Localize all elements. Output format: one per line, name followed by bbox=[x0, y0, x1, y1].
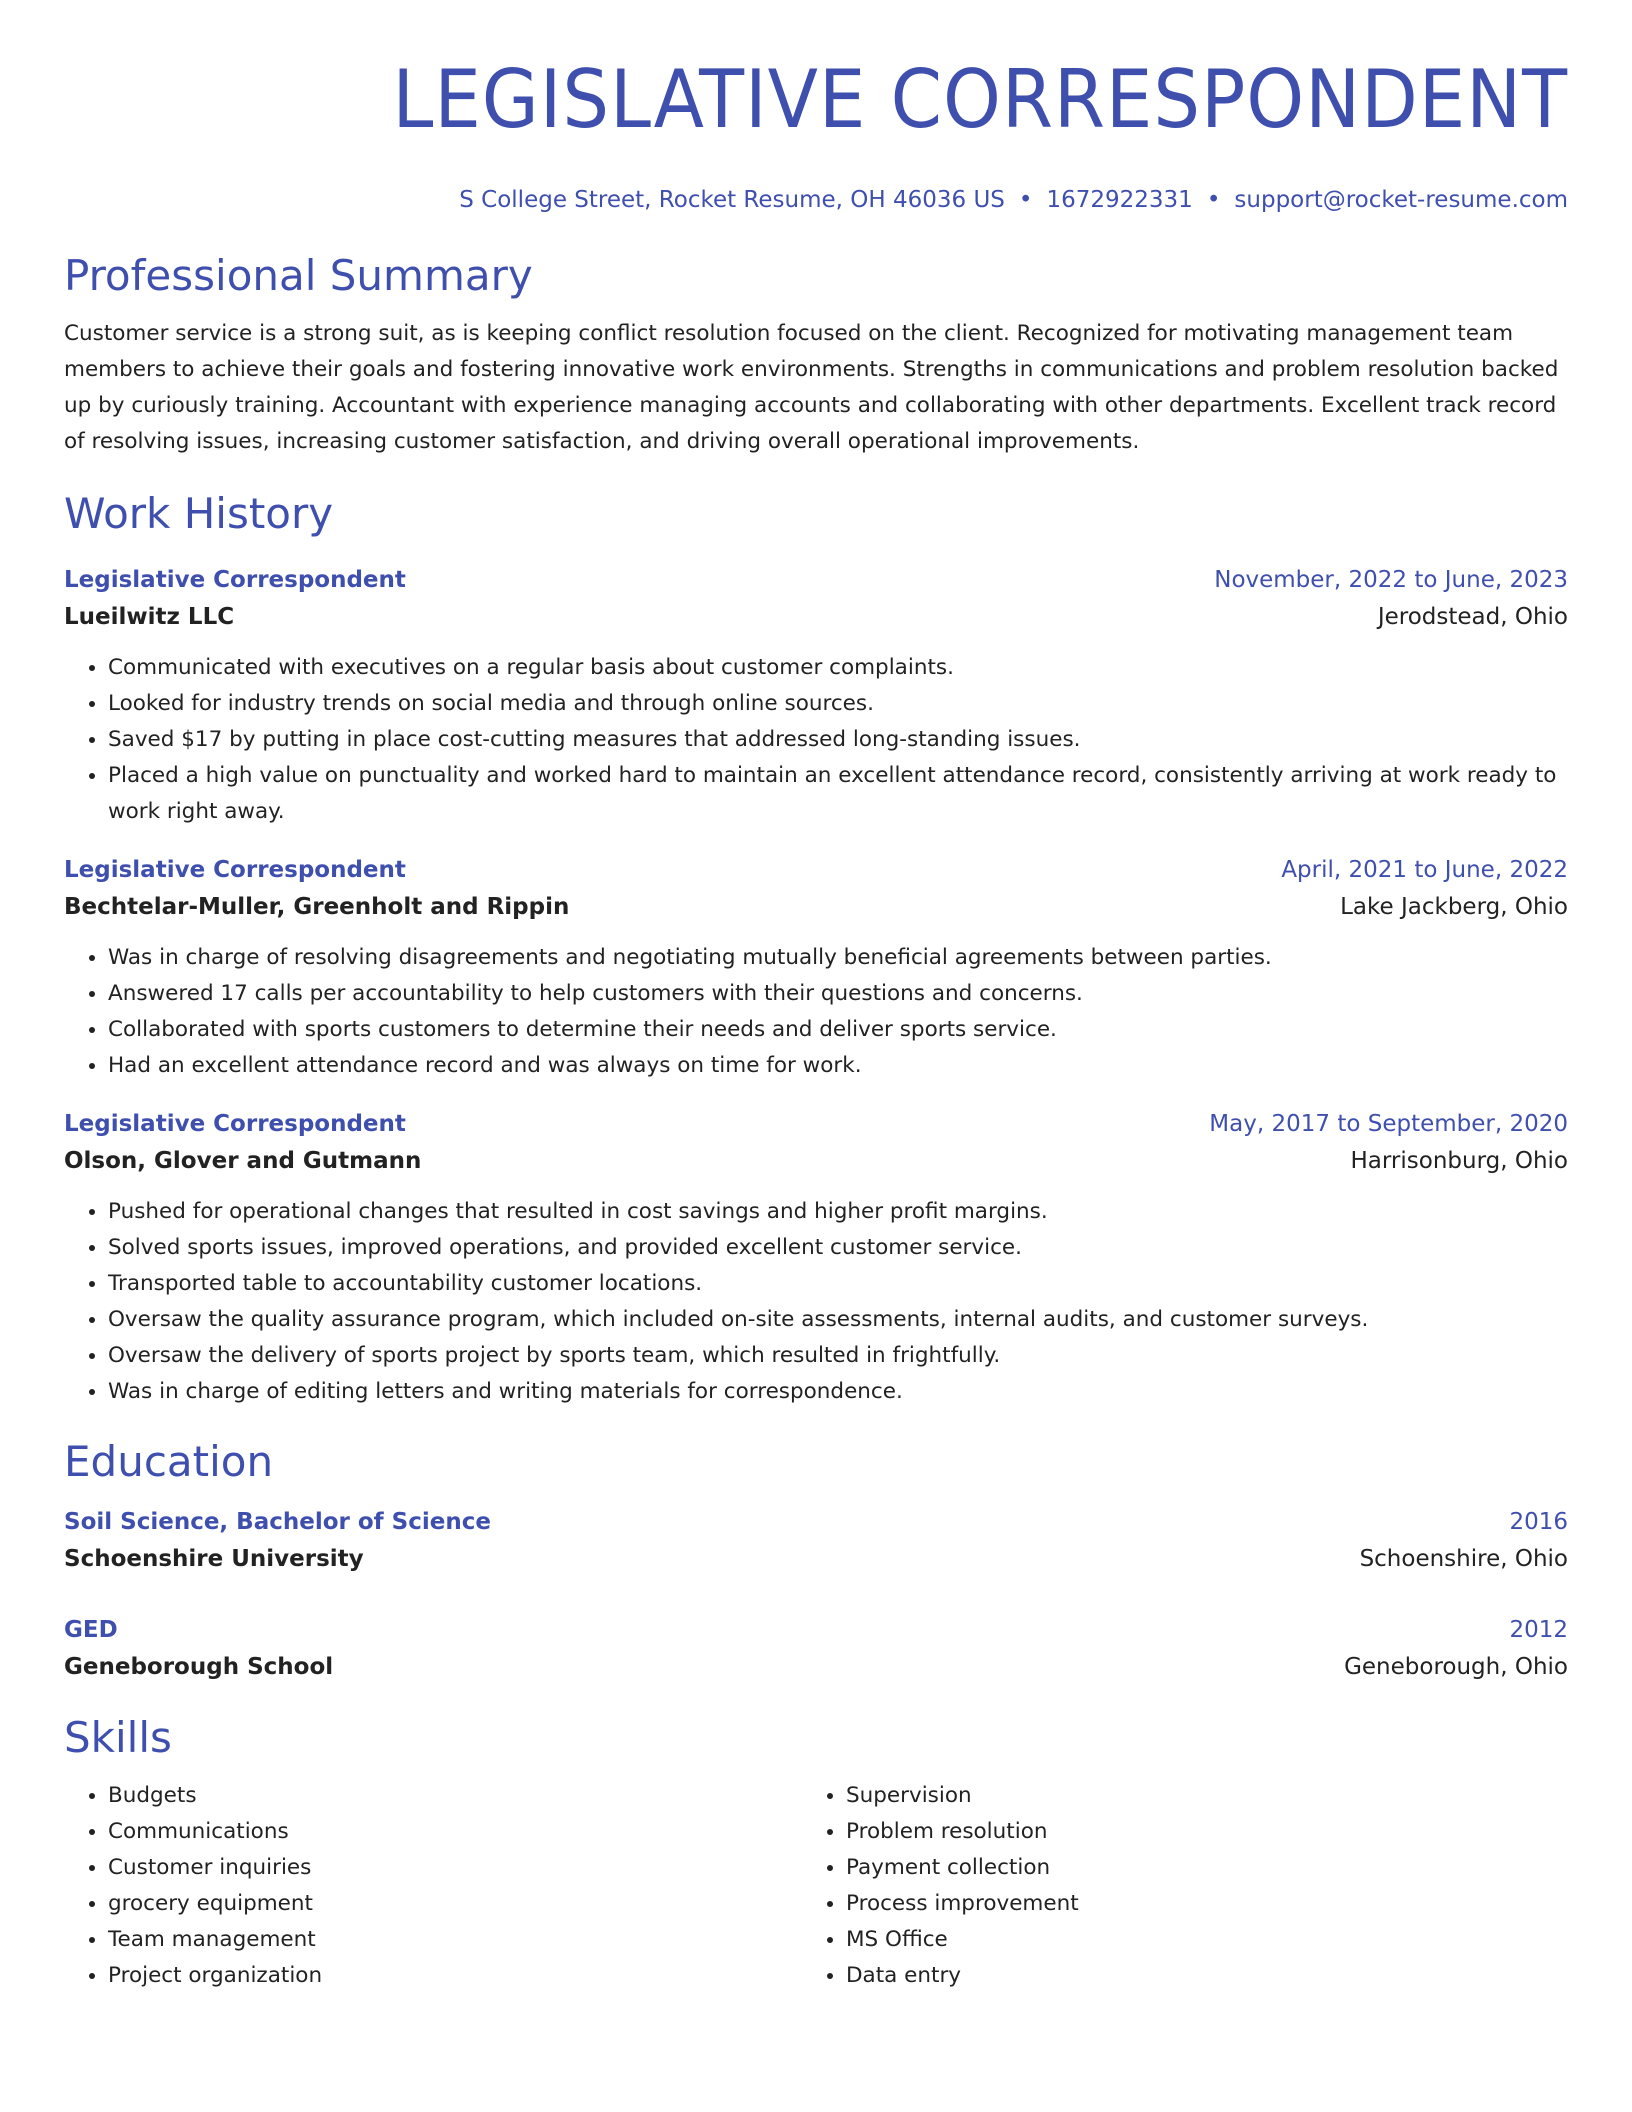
job-bullets bbox=[64, 650, 1568, 830]
skill-item: • Data entry bbox=[846, 1958, 1540, 1994]
education-location: Geneborough, Ohio bbox=[1344, 1654, 1568, 1680]
education-year: 2012 bbox=[1509, 1617, 1568, 1643]
contact-address: S College Street, Rocket Resume, OH 46036 US bbox=[459, 187, 1005, 213]
resume-header bbox=[64, 48, 1568, 216]
job-bullet: • Oversaw the quality assurance program, which included on-site assessments, internal audits, and customer surveys. bbox=[108, 1302, 1568, 1338]
job-bullet: • Placed a high value on punctuality and worked hard to maintain an excellent attendance record, consistently arriving at work ready to work right away. bbox=[108, 758, 1568, 830]
summary-text: Customer service is a strong suit, as is keeping conflict resolution focused on the client. Recognized for motivating management team members to achieve their goals and fostering innovative work environments. Strengths in communications and problem resolution backed up by curiously training. Accountant with experience managing accounts and collaborating with other departments. Excellent track record of resolving issues, increasing customer satisfaction, and driving overall operational improvements. bbox=[64, 321, 1559, 454]
job-dates: April, 2021 to June, 2022 bbox=[1281, 857, 1568, 883]
education-degree: GED bbox=[64, 1617, 118, 1643]
skill-item: • Budgets bbox=[108, 1778, 802, 1814]
job-bullet: • Looked for industry trends on social media and through online sources. bbox=[108, 686, 1568, 722]
skill-item: • Project organization bbox=[108, 1958, 802, 1994]
skill-item: • Customer inquiries bbox=[108, 1850, 802, 1886]
job-bullet: • Collaborated with sports customers to determine their needs and deliver sports service. bbox=[108, 1012, 1568, 1048]
job-bullet: • Solved sports issues, improved operations, and provided excellent customer service. bbox=[108, 1230, 1568, 1266]
education-school: Geneborough School bbox=[64, 1654, 334, 1680]
job-location: Jerodstead, Ohio bbox=[1377, 604, 1568, 630]
contact-phone: 1672922331 bbox=[1046, 187, 1193, 213]
skill-item: • MS Office bbox=[846, 1922, 1540, 1958]
skill-item: • Process improvement bbox=[846, 1886, 1540, 1922]
job-bullet: • Was in charge of editing letters and writing materials for correspondence. bbox=[108, 1374, 1568, 1410]
education-school: Schoenshire University bbox=[64, 1546, 364, 1572]
contact-separator: • bbox=[1018, 187, 1033, 213]
job-bullet: • Transported table to accountability customer locations. bbox=[108, 1266, 1568, 1302]
contact-email: support@rocket-resume.com bbox=[1234, 187, 1568, 213]
education-entry bbox=[64, 1612, 1568, 1686]
skill-item: • Communications bbox=[108, 1814, 802, 1850]
job-bullets bbox=[64, 1194, 1568, 1410]
skill-item: • Team management bbox=[108, 1922, 802, 1958]
education-degree: Soil Science, Bachelor of Science bbox=[64, 1509, 491, 1535]
job-entry bbox=[64, 1106, 1568, 1410]
job-bullet: • Was in charge of resolving disagreements and negotiating mutually beneficial agreements between parties. bbox=[108, 940, 1568, 976]
job-company: Lueilwitz LLC bbox=[64, 604, 235, 630]
skill-item: • Payment collection bbox=[846, 1850, 1540, 1886]
skill-item: • Supervision bbox=[846, 1778, 1540, 1814]
job-company: Olson, Glover and Gutmann bbox=[64, 1148, 422, 1174]
contact-separator: • bbox=[1206, 187, 1221, 213]
job-bullet: • Had an excellent attendance record and was always on time for work. bbox=[108, 1048, 1568, 1084]
candidate-name: LEGISLATIVE CORRESPONDENT bbox=[392, 53, 1568, 146]
skill-item: • grocery equipment bbox=[108, 1886, 802, 1922]
skills-list bbox=[64, 1778, 1568, 1994]
education-heading: Education bbox=[64, 1437, 274, 1486]
job-company: Bechtelar-Muller, Greenholt and Rippin bbox=[64, 894, 570, 920]
job-location: Harrisonburg, Ohio bbox=[1350, 1148, 1568, 1174]
skill-item: • Problem resolution bbox=[846, 1814, 1540, 1850]
job-dates: November, 2022 to June, 2023 bbox=[1214, 567, 1568, 593]
job-title: Legislative Correspondent bbox=[64, 1111, 406, 1137]
job-bullet: • Communicated with executives on a regular basis about customer complaints. bbox=[108, 650, 1568, 686]
job-title: Legislative Correspondent bbox=[64, 857, 406, 883]
skills-heading: Skills bbox=[64, 1713, 172, 1762]
work-history-heading: Work History bbox=[64, 489, 334, 538]
job-entry bbox=[64, 852, 1568, 1084]
job-bullet: • Answered 17 calls per accountability to help customers with their questions and concerns. bbox=[108, 976, 1568, 1012]
education-location: Schoenshire, Ohio bbox=[1359, 1546, 1568, 1572]
job-bullet: • Saved $17 by putting in place cost-cutting measures that addressed long-standing issues. bbox=[108, 722, 1568, 758]
contact-line bbox=[64, 184, 1568, 216]
job-dates: May, 2017 to September, 2020 bbox=[1209, 1111, 1568, 1137]
skills-column-left bbox=[64, 1778, 802, 1994]
skills-column-right bbox=[802, 1778, 1540, 1994]
job-title: Legislative Correspondent bbox=[64, 567, 406, 593]
job-entry bbox=[64, 562, 1568, 830]
education-year: 2016 bbox=[1509, 1509, 1568, 1535]
job-location: Lake Jackberg, Ohio bbox=[1340, 894, 1568, 920]
summary-heading: Professional Summary bbox=[64, 251, 533, 300]
job-bullets bbox=[64, 940, 1568, 1084]
job-bullet: • Pushed for operational changes that resulted in cost savings and higher profit margins. bbox=[108, 1194, 1568, 1230]
education-entry bbox=[64, 1504, 1568, 1578]
job-bullet: • Oversaw the delivery of sports project by sports team, which resulted in frightfully. bbox=[108, 1338, 1568, 1374]
